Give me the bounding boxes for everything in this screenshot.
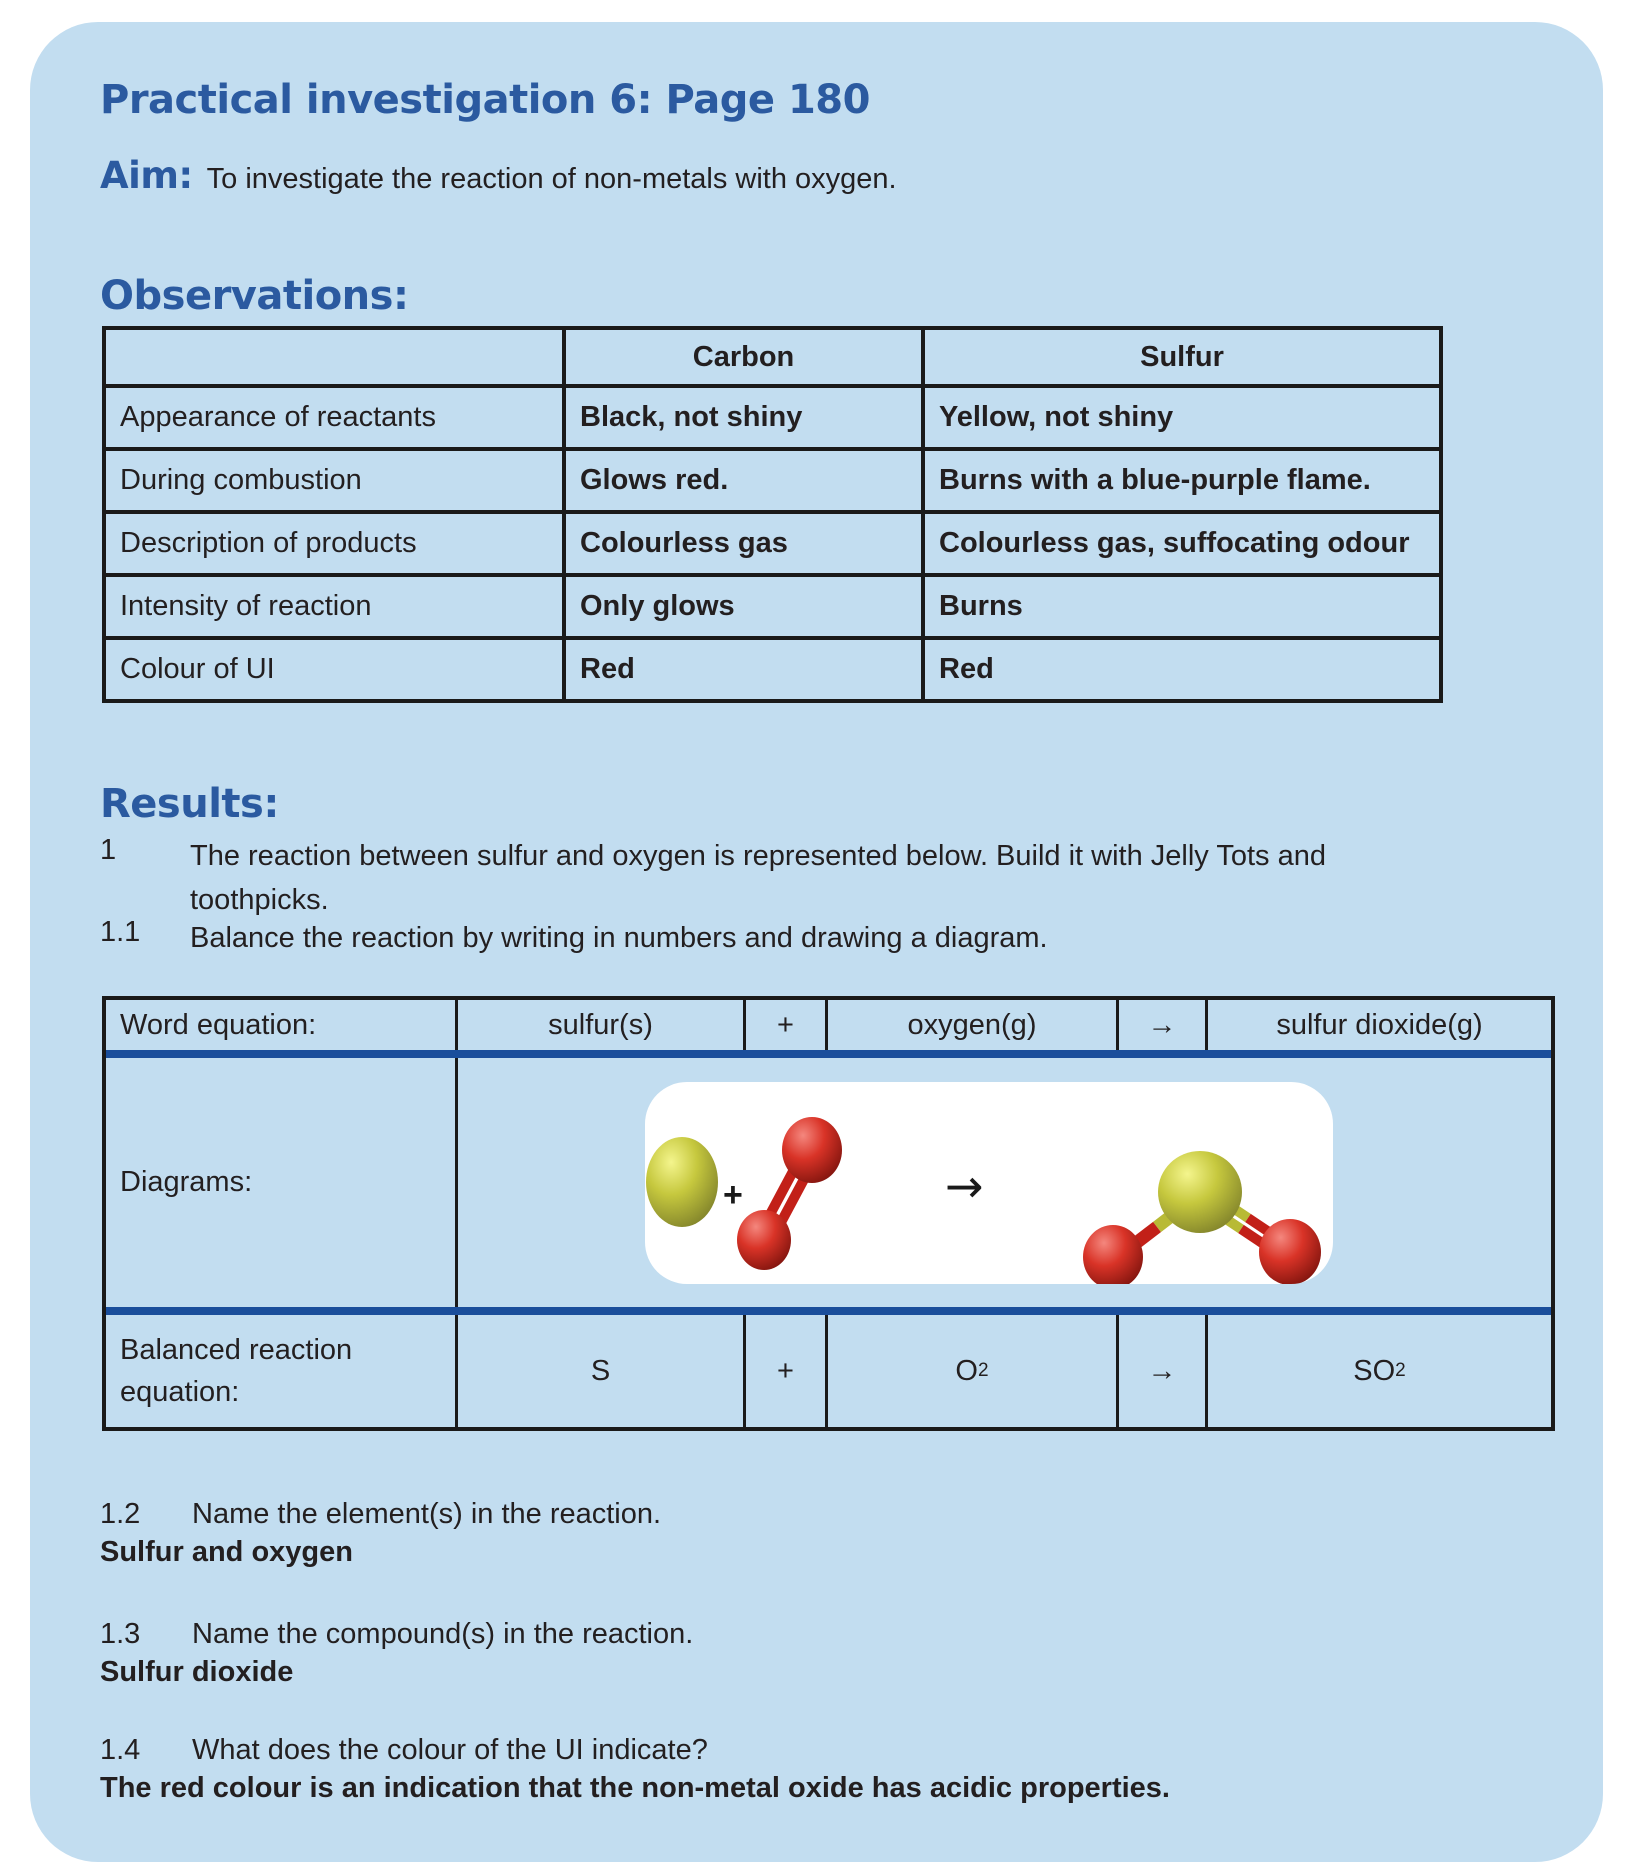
- sulfur-value: Yellow, not shiny: [921, 388, 1439, 447]
- balanced-equation-label: Balanced reaction equation:: [120, 1334, 353, 1408]
- result-item-1: [100, 834, 1440, 922]
- balanced-reactant-1: S: [455, 1315, 743, 1427]
- row-label: Colour of UI: [120, 653, 275, 685]
- table-row: [106, 384, 1439, 447]
- aim-text: To investigate the reaction of non-metals with oxygen.: [206, 163, 897, 195]
- row-label: Intensity of reaction: [120, 590, 372, 622]
- question-text: Name the compound(s) in the reaction.: [192, 1618, 694, 1650]
- table-row: [106, 510, 1439, 573]
- table-row: [106, 573, 1439, 636]
- question-text: What does the colour of the UI indicate?: [192, 1734, 708, 1766]
- balanced-equation-row: [106, 1315, 1551, 1427]
- observations-header-row: [106, 330, 1439, 384]
- sulfur-value: Burns: [921, 577, 1439, 636]
- question-number: 1.2: [100, 1498, 141, 1530]
- formula-base: SO: [1353, 1354, 1396, 1387]
- arrow-sign: →: [1116, 1315, 1205, 1427]
- diagrams-label: Diagrams:: [120, 1166, 253, 1198]
- diagram-reaction-arrow: →: [945, 1159, 984, 1213]
- question-number: 1.3: [100, 1618, 141, 1650]
- carbon-value: Red: [562, 640, 921, 699]
- sulfur-value: Colourless gas, suffocating odour: [921, 514, 1439, 573]
- answer-1-4: The red colour is an indication that the non-metal oxide has acidic properties.: [100, 1772, 1170, 1804]
- observations-header-empty: [106, 330, 562, 384]
- molecule-diagram-box: [645, 1082, 1333, 1284]
- item-text: Balance the reaction by writing in numbers and drawing a diagram.: [190, 922, 1048, 954]
- answer-1-3: Sulfur dioxide: [100, 1656, 294, 1688]
- sulfur-atom-icon: [646, 1137, 718, 1227]
- sulfur-dioxide-molecule-icon: [1083, 1151, 1321, 1284]
- question-1-4: [100, 1734, 708, 1767]
- table-row: [106, 636, 1439, 699]
- page-title: Practical investigation 6: Page 180: [100, 76, 870, 123]
- sulfur-value: Burns with a blue-purple flame.: [921, 451, 1439, 510]
- carbon-value: Glows red.: [562, 451, 921, 510]
- item-number: 1: [100, 834, 117, 866]
- diagrams-content: [455, 1058, 1551, 1307]
- word-equation-row: [106, 1000, 1551, 1058]
- answer-1-2: Sulfur and oxygen: [100, 1536, 353, 1568]
- sulfur-value: Red: [921, 640, 1439, 699]
- question-1-3: [100, 1618, 693, 1651]
- equation-table: [102, 996, 1555, 1431]
- question-number: 1.4: [100, 1734, 141, 1766]
- oxygen-molecule-icon: [737, 1117, 842, 1270]
- results-heading: Results:: [100, 781, 279, 828]
- reaction-diagram: [645, 1082, 1333, 1284]
- question-1-2: [100, 1498, 661, 1531]
- observations-heading: Observations:: [100, 273, 409, 320]
- diagram-plus-sign: +: [723, 1176, 743, 1214]
- word-reactant-2: oxygen(g): [825, 1000, 1116, 1050]
- row-label: Appearance of reactants: [120, 401, 436, 433]
- observations-header-sulfur: Sulfur: [921, 330, 1439, 384]
- word-product: sulfur dioxide(g): [1205, 1000, 1551, 1050]
- carbon-value: Only glows: [562, 577, 921, 636]
- formula-base: O: [955, 1354, 978, 1387]
- question-text: Name the element(s) in the reaction.: [192, 1498, 662, 1530]
- item-number: 1.1: [100, 916, 141, 948]
- aim-section: [100, 154, 897, 197]
- item-text: The reaction between sulfur and oxygen is represented below. Build it with Jelly Tots and toothpicks.: [190, 840, 1326, 916]
- word-equation-label: Word equation:: [120, 1008, 317, 1041]
- plus-sign: +: [743, 1315, 825, 1427]
- word-reactant-1: sulfur(s): [455, 1000, 743, 1050]
- diagrams-row: [106, 1058, 1551, 1315]
- row-label: During combustion: [120, 464, 362, 496]
- carbon-value: Colourless gas: [562, 514, 921, 573]
- result-item-1-1: [100, 916, 1440, 960]
- aim-heading: Aim:: [100, 154, 193, 197]
- row-label: Description of products: [120, 527, 417, 559]
- carbon-value: Black, not shiny: [562, 388, 921, 447]
- balanced-reactant-2: O 2: [825, 1315, 1116, 1427]
- plus-sign: +: [743, 1000, 825, 1050]
- arrow-sign: →: [1116, 1000, 1205, 1050]
- balanced-product: SO 2: [1205, 1315, 1551, 1427]
- observations-header-carbon: Carbon: [562, 330, 921, 384]
- observations-table: [102, 326, 1443, 703]
- worksheet-card: [30, 22, 1603, 1862]
- table-row: [106, 447, 1439, 510]
